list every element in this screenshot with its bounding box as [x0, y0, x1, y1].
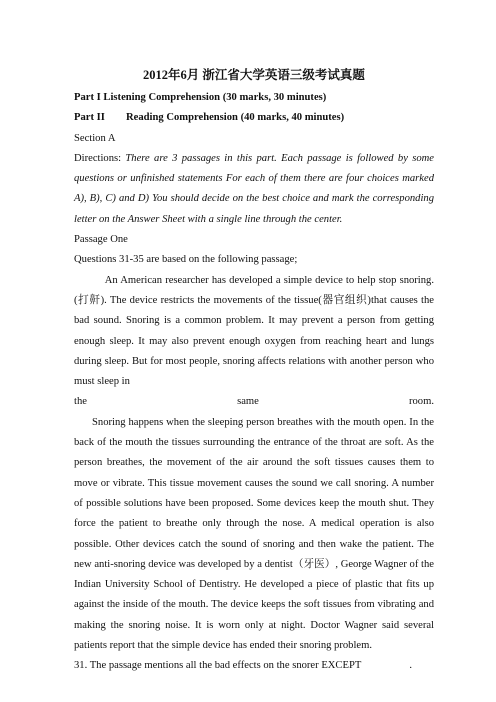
paragraph-1: An American researcher has developed a simple device to help stop snoring.(打鼾). The device restricts the movements of the tissue(器官组织)that causes the bad sound. Snoring is a common problem. It may prevent a person from getting enough sleep. It may also prevent enough oxygen from reaching heart and lungs during sleep. But for most people, snoring affects relations with another person who must sleep in: [74, 274, 434, 388]
passage-title: Passage One: [74, 234, 128, 246]
directions-label: Directions:: [74, 152, 122, 164]
directions-text: There are 3 passages in this part. Each passage is followed by some questions or unfinished statements For each of them there are four choices marked A), B), C) and D) You should decide on the best choice and mark the corresponding letter on the Answer Sheet with a single line through the center.: [74, 152, 434, 225]
word-same: same: [237, 396, 259, 408]
question-31-end: .: [409, 660, 412, 672]
word-room: room.: [408, 396, 434, 408]
directions: [74, 149, 434, 230]
part1-heading: Part I Listening Comprehension (30 marks, 30 minutes): [74, 92, 327, 103]
paragraph-2: Snoring happens when the sleeping person breathes with the mouth open. In the back of the mouth the tissues surrounding the entrance of the throat are soft. As the person breathes, the movement of the air around the soft tissues causes them to move or vibrate. This tissue movement causes the sound we call snoring. A number of possible solutions have been proposed. Some devices keep the mouth shut. They force the patient to breathe only through the nose. A medical operation is also possible. Other devices catch the sound of snoring and then wake the patient. The new anti-snoring device was developed by a dentist（牙医）, George Wagner of the Indian University School of Dentistry. He developed a piece of plastic that fits up against the inside of the mouth. The device keeps the soft tissues from vibrating and making the snoring noise. It is worn only at night. Doctor Wagner said several patients report that the simple device has ended their snoring problem.: [74, 416, 434, 652]
part2-text: Reading Comprehension (40 marks, 40 minutes): [126, 112, 345, 124]
question-31-text: 31. The passage mentions all the bad effects on the snorer EXCEPT: [74, 660, 362, 672]
paragraph-1-last-line: [74, 392, 434, 412]
page-title: 2012年6月 浙江省大学英语三级考试真题: [143, 68, 365, 82]
questions-intro: Questions 31-35 are based on the following passage;: [74, 254, 298, 266]
word-the: the: [74, 396, 87, 408]
section-heading: Section A: [74, 132, 116, 144]
part2-heading: [74, 108, 434, 128]
part2-label: Part II: [74, 112, 105, 124]
question-31: [74, 656, 434, 676]
